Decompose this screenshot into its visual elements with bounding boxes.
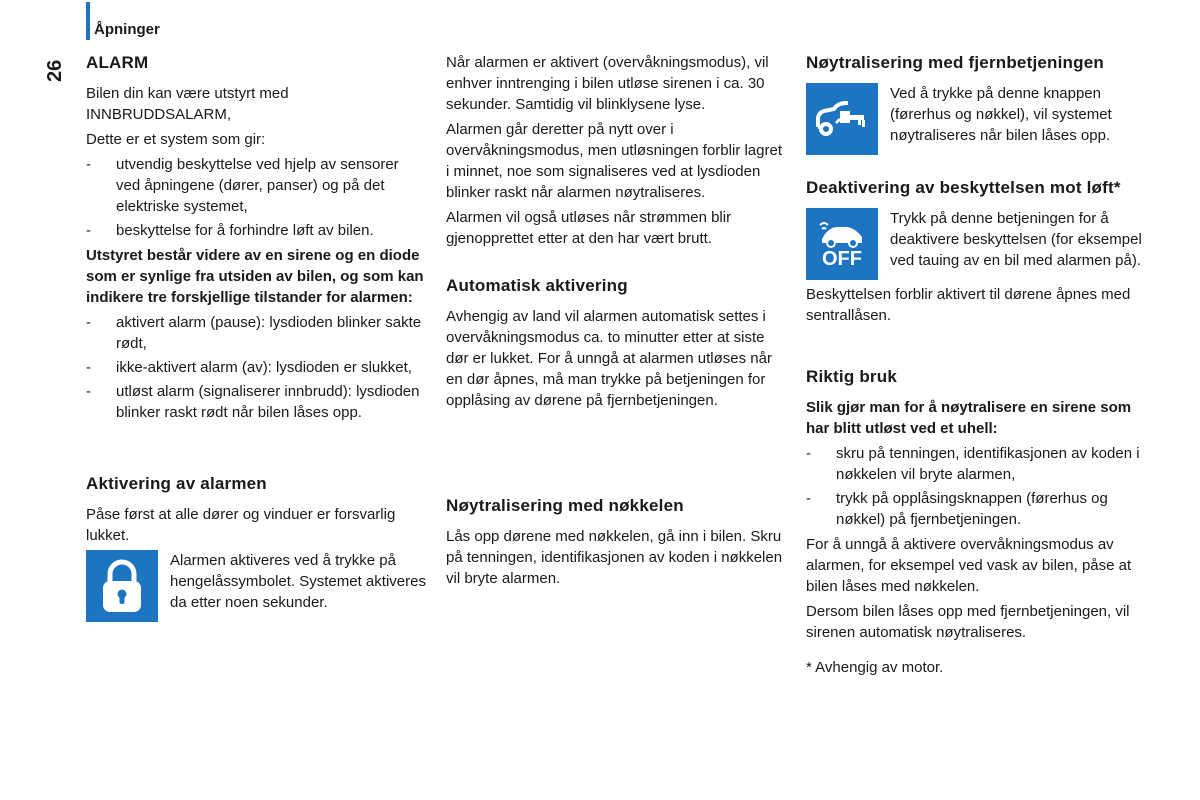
activation-heading: Aktivering av alarmen — [86, 474, 267, 493]
remote-icon-block — [806, 83, 1151, 155]
alarm-equipment-text: Utstyret består videre av en sirene og en diode som er synlige fra utsiden av bilen, og som kan indikere tre forskjellige tilstander for alarmen: — [86, 247, 424, 306]
section-label: Åpninger — [94, 21, 160, 38]
lift-protection-heading: Deaktivering av beskyttelsen mot løft* — [806, 178, 1121, 197]
list-item: - utløst alarm (signaliserer innbrudd): lysdioden blinker raskt rødt når bilen låses opp. — [86, 381, 426, 423]
header-accent-bar — [86, 2, 90, 40]
lift-icon-text: Trykk på denne betjeningen for å deaktivere beskyttelsen (for eksempel ved tauing av en bil med alarmen på). — [890, 210, 1142, 269]
activation-icon-text: Alarmen aktiveres ved å trykke på hengelåssymbolet. Systemet aktiveres da etter noen sekunder. — [170, 552, 426, 611]
alarm-intro: Bilen din kan være utstyrt med INNBRUDDSALARM, — [86, 85, 289, 123]
car-remote-icon — [806, 83, 878, 155]
list-item: - trykk på opplåsingsknappen (førerhus og nøkkel) på fjernbetjeningen. — [806, 488, 1151, 530]
list-item: - aktivert alarm (pause): lysdioden blinker sakte rødt, — [86, 312, 426, 354]
proper-use-list — [806, 443, 1151, 530]
proper-use-text-1: For å unngå å aktivere overvåkningsmodus av alarmen, for eksempel ved vask av bilen, påse at bilen låses med nøkkelen. — [806, 536, 1132, 595]
alarm-power-text: Alarmen vil også utløses når strømmen blir gjenopprettet etter at den har vært brutt. — [446, 209, 732, 247]
alarm-trigger-text: Når alarmen er aktivert (overvåkningsmodus), vil enhver inntrenging i bilen utløse sirenen i ca. 30 sekunder. Samtidig vil blinklysene lyse. — [446, 54, 769, 113]
alarm-heading: ALARM — [86, 53, 149, 72]
proper-use-heading: Riktig bruk — [806, 367, 897, 386]
auto-activation-text: Avhengig av land vil alarmen automatisk settes i overvåkningsmodus ca. to minutter etter at siste dør er lukket. For å unngå at alarmen utløses når en dør åpnes, må man trykke på betjeningen for opplåsing av dørene på fjernbetjeningen. — [446, 308, 772, 409]
lift-off-icon — [806, 208, 878, 280]
list-item: - ikke-aktivert alarm (av): lysdioden er slukket, — [86, 357, 426, 378]
activation-text: Påse først at alle dører og vinduer er forsvarlig lukket. — [86, 506, 396, 544]
padlock-icon — [86, 550, 158, 622]
activation-icon-block — [86, 550, 426, 622]
footnote: * Avhengig av motor. — [806, 659, 944, 676]
page-number: 26 — [44, 59, 66, 82]
column-1 — [86, 52, 426, 626]
remote-neutralize-heading: Nøytralisering med fjernbetjeningen — [806, 53, 1104, 72]
remote-icon-text: Ved å trykke på denne knappen (førerhus og nøkkel), vil systemet nøytraliseres når bilen låses opp. — [890, 85, 1112, 144]
alarm-states-list — [86, 312, 426, 423]
lift-after-text: Beskyttelsen forblir aktivert til dørene åpnes med sentrallåsen. — [806, 286, 1131, 324]
protection-list — [86, 154, 426, 241]
key-neutralize-heading: Nøytralisering med nøkkelen — [446, 496, 684, 515]
list-item: - utvendig beskyttelse ved hjelp av sensorer ved åpningene (dører, panser) og på det elektriske systemet, — [86, 154, 426, 217]
proper-use-bold: Slik gjør man for å nøytralisere en sirene som har blitt utløst ved et uhell: — [806, 399, 1132, 437]
column-2 — [446, 52, 786, 593]
lift-icon-block — [806, 208, 1151, 280]
alarm-intro-2: Dette er et system som gir: — [86, 131, 266, 148]
column-3 — [806, 52, 1151, 682]
off-label: OFF — [822, 248, 862, 270]
key-neutralize-text: Lås opp dørene med nøkkelen, gå inn i bilen. Skru på tenningen, identifikasjonen av koden i nøkkelen vil bryte alarmen. — [446, 528, 783, 587]
alarm-memory-text: Alarmen går deretter på nytt over i overvåkningsmodus, men utløsningen forblir lagret i minnet, noe som signaliseres ved at lysdioden blinker raskt når alarmen nøytraliseres. — [446, 121, 782, 201]
auto-activation-heading: Automatisk aktivering — [446, 276, 628, 295]
list-item: - skru på tenningen, identifikasjonen av koden i nøkkelen vil bryte alarmen, — [806, 443, 1151, 485]
proper-use-text-2: Dersom bilen låses opp med fjernbetjeningen, vil sirenen automatisk nøytraliseres. — [806, 603, 1130, 641]
list-item: - beskyttelse for å forhindre løft av bilen. — [86, 220, 426, 241]
